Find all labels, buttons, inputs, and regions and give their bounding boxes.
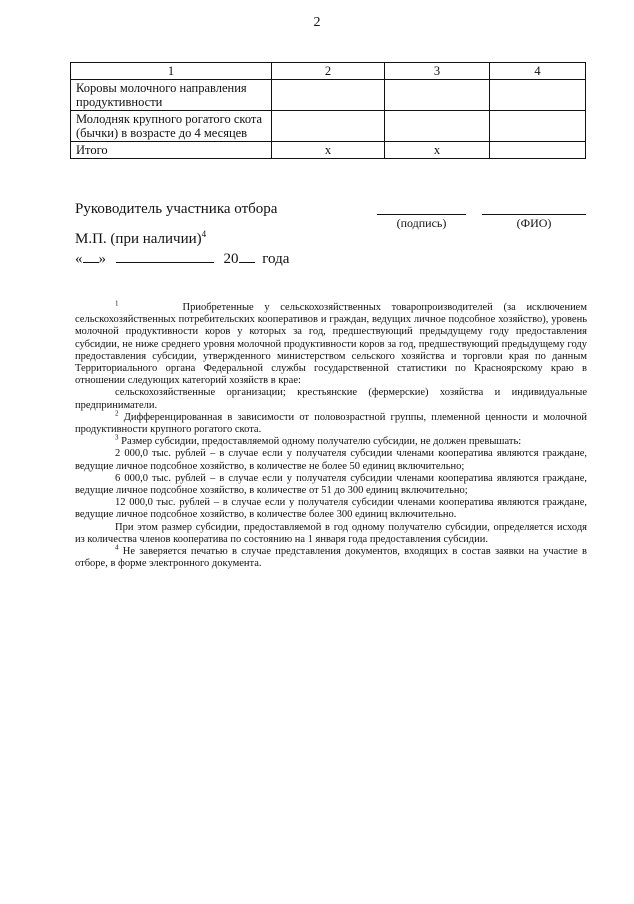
row-label: Итого: [71, 142, 272, 159]
day-blank: [83, 250, 99, 263]
footnote-2: [75, 409, 588, 436]
footnote-text: 12 000,0 тыс. рублей – в случае если у получателя субсидии членами кооператива являются граждане, ведущие личное подсобное хозяйство, в количестве более 300 единиц включительно.: [75, 497, 587, 521]
table-cell: [385, 80, 490, 111]
table-header-cell: 1: [71, 63, 272, 80]
footnote-text: Размер субсидии, предоставляемой одному получателю субсидии, не должен превышать:: [121, 436, 522, 448]
footnote-3: [75, 433, 587, 448]
livestock-table: [70, 62, 586, 159]
year-suffix: года: [262, 251, 290, 267]
month-blank: [116, 250, 214, 263]
footnote-3-limit-1: [75, 448, 587, 472]
page-number: 2: [313, 15, 321, 30]
table-cell: [490, 142, 586, 159]
footnote-text: Не заверяется печатью в случае представления документов, входящих в состав заявки на участие в отборе, в форме электронного документа.: [75, 546, 588, 570]
footnote-text: 6 000,0 тыс. рублей – в случае если у получателя субсидии членами кооператива являются граждане, ведущие личное подсобное хозяйство, в количестве от 51 до 300 единиц включительно;: [75, 472, 587, 497]
table-cell: [490, 111, 586, 142]
footnote-1-continued: [75, 387, 587, 411]
table-cell: [385, 111, 490, 142]
table-header-cell: 3: [385, 63, 490, 80]
stamp-text: М.П. (при наличии): [75, 231, 202, 247]
table-cell: [490, 80, 586, 111]
name-caption: (ФИО): [516, 216, 552, 230]
row-label: Молодняк крупного рогатого скота (бычки) в возрасте до 4 месяцев: [71, 111, 272, 142]
date-open-quote: «: [75, 251, 83, 267]
table-header-row: [71, 63, 586, 80]
name-line: [482, 214, 586, 215]
footnote-3-note: [75, 522, 587, 546]
signature-caption: (подпись): [396, 216, 447, 230]
stamp-footnote-mark: 4: [201, 229, 207, 239]
table-row-total: [71, 142, 586, 159]
signatory-label: Руководитель участника отбора: [75, 201, 278, 217]
table-cell: [272, 80, 385, 111]
footnote-4: [75, 543, 588, 570]
row-label: Коровы молочного направления продуктивности: [71, 80, 272, 111]
table-cell: x: [385, 142, 490, 159]
date-row: [75, 250, 289, 268]
signature-line: [377, 214, 466, 215]
stamp-placeholder: [75, 229, 206, 248]
footnote-mark: 3: [115, 433, 119, 442]
table-cell: [272, 111, 385, 142]
footnote-mark: 2: [115, 409, 119, 418]
table-row: [71, 80, 586, 111]
table-cell: x: [272, 142, 385, 159]
footnote-text: Дифференцированная в зависимости от половозрастной группы, племенной ценности и молочной продуктивности крупного рогатого скота.: [75, 411, 588, 436]
footnotes: [75, 299, 588, 570]
footnote-text: При этом размер субсидии, предоставляемой в год одному получателю субсидии, определяется исходя из количества членов кооператива по состоянию на 1 января года предоставления субсидии.: [75, 521, 587, 545]
year-prefix: 20: [223, 251, 239, 267]
footnote-3-limit-2: [75, 473, 587, 497]
year-blank: [239, 250, 255, 263]
date-close-quote: »: [98, 251, 106, 267]
table-header-cell: 2: [272, 63, 385, 80]
footnote-3-limit-3: [75, 497, 587, 521]
footnote-text: 2 000,0 тыс. рублей – в случае если у получателя субсидии членами кооператива являются граждане, ведущие личное подсобное хозяйство, в количестве не более 50 единиц включительно;: [75, 448, 587, 472]
footnote-text: сельскохозяйственные организации; крестьянские (фермерские) хозяйства и индивидуальные предприниматели.: [75, 387, 587, 411]
footnote-1: [75, 299, 587, 387]
table-row: [71, 111, 586, 142]
footnote-text: Приобретенные у сельскохозяйственных товаропроизводителей (за исключением сельскохозяйственных потребительских кооперативов и граждан, ведущих личное подсобное хозяйство), уровень молочной продуктивности коров у которых за год, предшествующий предыдущему году предоставления субсидии, не ниже среднего уровня молочной продуктивности коров за год, предшествующий предыдущему году предоставления субсидии, утвержденного министерством сельского хозяйства и торговли края по данным Территориального органа Федеральной службы государственной статистики по Красноярскому краю в отношении следующих категорий хозяйств в крае:: [75, 302, 587, 387]
footnote-mark: 4: [115, 543, 119, 552]
footnote-mark: 1: [115, 299, 119, 308]
table-header-cell: 4: [490, 63, 586, 80]
